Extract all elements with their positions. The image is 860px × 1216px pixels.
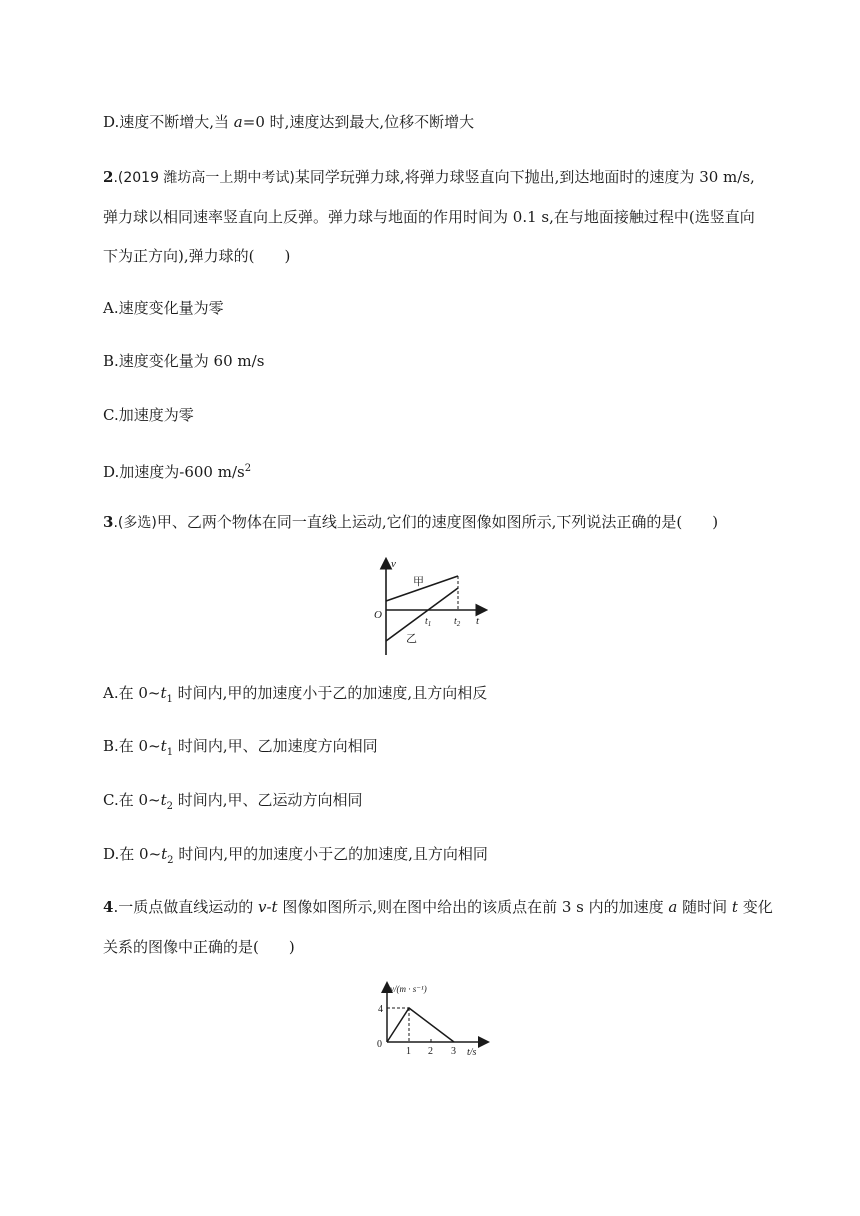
q1-option-d-pre: D.速度不断增大,当	[103, 113, 234, 131]
q4-line1-vt: v-t	[257, 898, 278, 916]
q3-option-a	[103, 683, 487, 710]
q3-t2-label: $t_2$	[454, 616, 461, 628]
q1-option-d-var: a	[233, 113, 243, 131]
q4-x-tick-1: 1	[406, 1046, 411, 1057]
q2-option-b: B.速度变化量为 60 m/s	[103, 352, 265, 370]
q4-line1-a: .一质点做直线运动的	[113, 898, 258, 916]
q2-stem-line2: 弹力球以相同速率竖直向上反弹。弹力球与地面的作用时间为 0.1 s,在与地面接触过程中(选竖直向	[103, 208, 755, 226]
q3-yi-label: 乙	[406, 633, 417, 645]
q3-option-b	[103, 736, 378, 763]
q3-option-a-sub: 1	[166, 694, 173, 705]
q3-source: .(多选)	[113, 515, 157, 531]
q4-line1-a-var: a	[668, 898, 678, 916]
q3-option-a-post: 时间内,甲的加速度小于乙的加速度,且方向相反	[172, 684, 488, 702]
q4-x-tick-2: 2	[428, 1046, 433, 1057]
q4-x-label: t/s	[467, 1047, 477, 1058]
q2-option-d-text: D.加速度为-600 m/s	[103, 463, 245, 481]
q4-number: 4	[103, 898, 114, 916]
q3-option-d-post: 时间内,甲的加速度小于乙的加速度,且方向相同	[173, 845, 488, 863]
q4-line1-d: 变化	[737, 898, 773, 916]
q3-option-d-t: t	[161, 845, 168, 863]
q3-option-b-sub: 1	[166, 747, 174, 758]
q3-option-d-sub: 2	[167, 855, 174, 866]
q3-yi-line	[386, 588, 458, 641]
q2-source: .(2019 潍坊高一上期中考试)	[113, 170, 295, 186]
q2-option-d-sup: 2	[244, 463, 252, 474]
q4-vt-graph	[370, 980, 500, 1060]
q3-option-a-t: t	[160, 684, 167, 702]
q3-option-a-pre: A.在 0~	[103, 684, 161, 702]
q4-line1-c: 随时间	[677, 898, 732, 916]
q3-option-c-sub: 2	[166, 801, 173, 812]
q2-option-d	[103, 459, 251, 482]
q2-line1-text: 某同学玩弹力球,将弹力球竖直向下抛出,到达地面时的速度为 30 m/s,	[294, 168, 755, 186]
q4-y-label: v/(m · s⁻¹)	[390, 984, 427, 994]
q3-option-c-pre: C.在 0~	[103, 791, 161, 809]
q3-line1-text: 甲、乙两个物体在同一直线上运动,它们的速度图像如图所示,下列说法正确的是( )	[156, 513, 719, 531]
q2-stem-line1	[103, 167, 755, 188]
q2-option-c: C.加速度为零	[103, 406, 194, 424]
q3-option-c-t: t	[160, 791, 167, 809]
q2-stem-line3: 下为正方向),弹力球的( )	[103, 247, 291, 265]
q2-option-a: A.速度变化量为零	[103, 299, 224, 317]
q2-number: 2	[103, 168, 114, 186]
q3-option-b-pre: B.在 0~	[103, 737, 161, 755]
q4-line1-b: 图像如图所示,则在图中给出的该质点在前 3 s 内的加速度	[277, 898, 669, 916]
q3-t-label: t	[476, 615, 480, 627]
q3-v-label: v	[391, 558, 396, 570]
q3-t1-label: $t_1$	[425, 616, 432, 628]
q3-option-c	[103, 790, 363, 817]
q4-origin: 0	[377, 1039, 382, 1050]
q3-option-b-post: 时间内,甲、乙加速度方向相同	[173, 737, 378, 755]
q4-stem-line1	[103, 897, 773, 917]
q3-velocity-graph	[370, 550, 500, 660]
q4-y-tick-4: 4	[378, 1004, 383, 1015]
q3-jia-label: 甲	[413, 576, 424, 588]
q4-stem-line2: 关系的图像中正确的是( )	[103, 938, 295, 956]
q3-origin-label: O	[374, 609, 382, 621]
q1-option-d-post: =0 时,速度达到最大,位移不断增大	[242, 113, 475, 131]
q4-x-tick-3: 3	[451, 1046, 456, 1057]
q3-number: 3	[103, 513, 114, 531]
q3-option-d-pre: D.在 0~	[103, 845, 162, 863]
q4-line1-t-var: t	[731, 898, 738, 916]
q3-option-b-t: t	[160, 737, 167, 755]
q3-option-c-post: 时间内,甲、乙运动方向相同	[173, 791, 363, 809]
q4-velocity-line	[387, 1008, 454, 1042]
q1-option-d	[103, 112, 474, 132]
q3-option-d	[103, 844, 488, 871]
q3-stem	[103, 512, 718, 533]
